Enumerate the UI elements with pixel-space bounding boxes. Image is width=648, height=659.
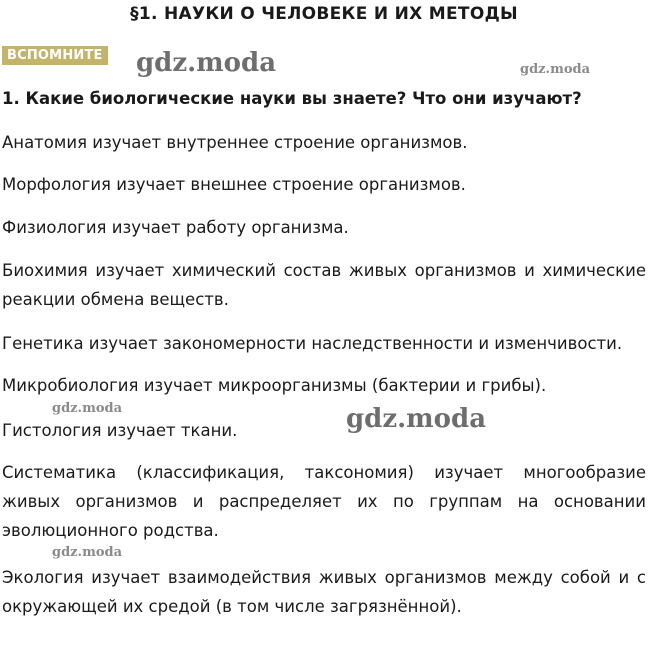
paragraph-morphology: Морфология изучает внешнее строение организмов. [2,175,466,194]
paragraph-ecology: Экология изучает взаимодействия живых организмов между собой и с окружающей их средой (в том числе загрязнённой). [2,568,646,616]
paragraph-biochemistry: Биохимия изучает химический состав живых организмов и химические реакции обмена веществ. [2,261,646,309]
page-title: §1. НАУКИ О ЧЕЛОВЕКЕ И ИХ МЕТОДЫ [130,4,518,24]
paragraph-physiology: Физиология изучает работу организма. [2,218,349,237]
paragraph-histology: Гистология изучает ткани. [2,421,238,440]
watermark-logo: gdz.moda [346,404,487,434]
question-heading: 1. Какие биологические науки вы знаете? Что они изучают? [2,89,582,108]
paragraph-systematics: Систематика (классификация, таксономия) изучает многообразие живых организмов и распределяет их по группам на основании эволюционного родства. [2,463,646,540]
watermark-logo: gdz.moda [520,62,591,77]
paragraph-microbiology: Микробиология изучает микроорганизмы (бактерии и грибы). [2,376,547,395]
watermark-logo: gdz.moda [136,48,277,78]
watermark-logo: gdz.moda [52,401,123,416]
remember-badge: ВСПОМНИТЕ [2,46,108,65]
paragraph-anatomy: Анатомия изучает внутреннее строение организмов. [2,133,468,152]
watermark-logo: gdz.moda [52,545,123,560]
paragraph-genetics: Генетика изучает закономерности наследственности и изменчивости. [2,334,623,353]
